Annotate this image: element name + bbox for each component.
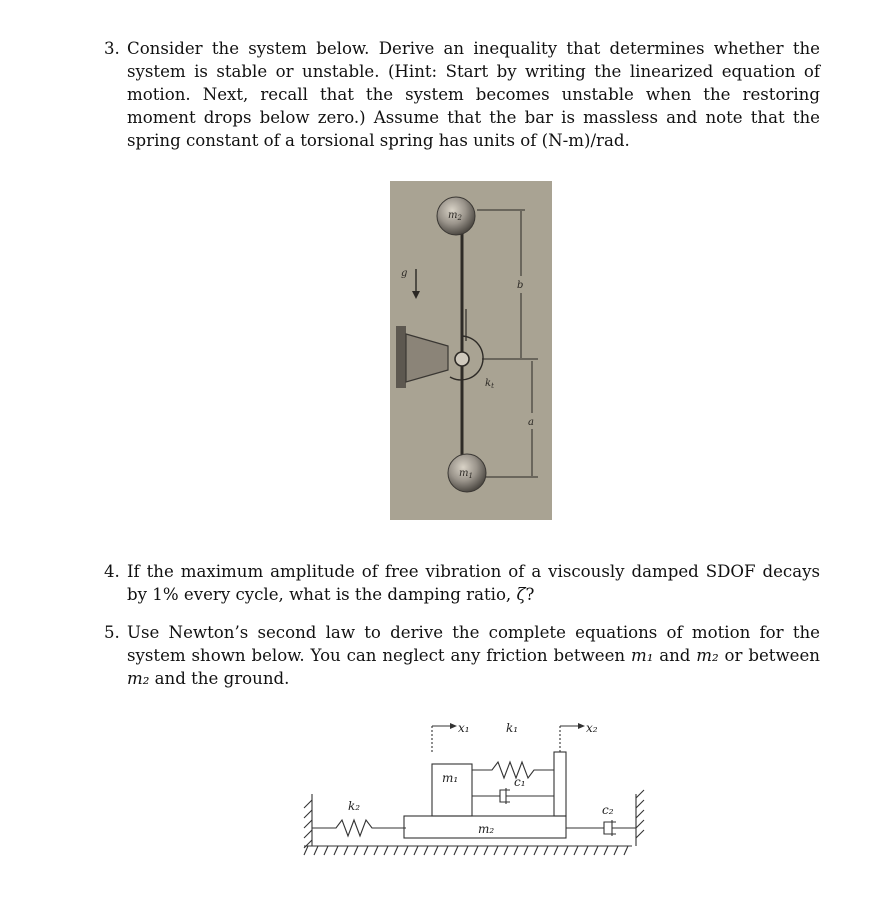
label-k2: k₂ [348, 799, 361, 813]
label-k1: k₁ [506, 721, 519, 735]
label-a: a [528, 417, 534, 428]
problem-3-figure [390, 181, 552, 520]
label-m2: m₂ [478, 822, 495, 836]
problem-3-number: 3. [104, 39, 120, 58]
label-m1: m₁ [442, 771, 459, 785]
label-m2-photo: $m_2$ [448, 210, 462, 222]
label-x1: x₁ [458, 721, 470, 735]
problem-3-text: Consider the system below. Derive an inequality that determines whether the system is stable or unstable. (Hint: Start by writing the linearized equation of motion. Next, recall that the system becomes unstable when the restoring moment drops below zero.) Assume that the bar is massless and note that the spring constant of a torsional spring has units of (N-m)/rad. [127, 39, 820, 150]
label-kt: $k_t$ [485, 378, 494, 390]
problem-5-text: Use Newton’s second law to derive the complete equations of motion for the system shown below. You can neglect any friction between m₁ and m₂ or between m₂ and the ground. [127, 623, 820, 688]
label-x2: x₂ [586, 721, 598, 735]
problem-4-number: 4. [104, 562, 120, 581]
ground-hatch [304, 846, 628, 855]
x1-arrow [450, 723, 457, 729]
label-c1: c₁ [514, 775, 526, 789]
problem-5 [104, 621, 820, 690]
spring-k1 [472, 762, 554, 778]
pivot-pin [455, 352, 469, 366]
x2-arrow [578, 723, 585, 729]
m2-upright [554, 752, 566, 816]
problem-5-number: 5. [104, 623, 120, 642]
label-m1-photo: $m_1$ [459, 468, 473, 480]
problem-4 [104, 560, 820, 606]
label-b: b [517, 280, 524, 291]
wall-support [396, 326, 406, 388]
problem-5-figure [296, 712, 646, 862]
label-c2: c₂ [602, 803, 614, 817]
spring-k2 [312, 820, 406, 836]
label-g: g [401, 268, 408, 279]
problem-3 [104, 37, 820, 152]
problem-4-text: If the maximum amplitude of free vibration of a viscously damped SDOF decays by 1% every cycle, what is the damping ratio, ζ? [127, 562, 820, 604]
zeta-symbol: ζ [516, 585, 526, 604]
